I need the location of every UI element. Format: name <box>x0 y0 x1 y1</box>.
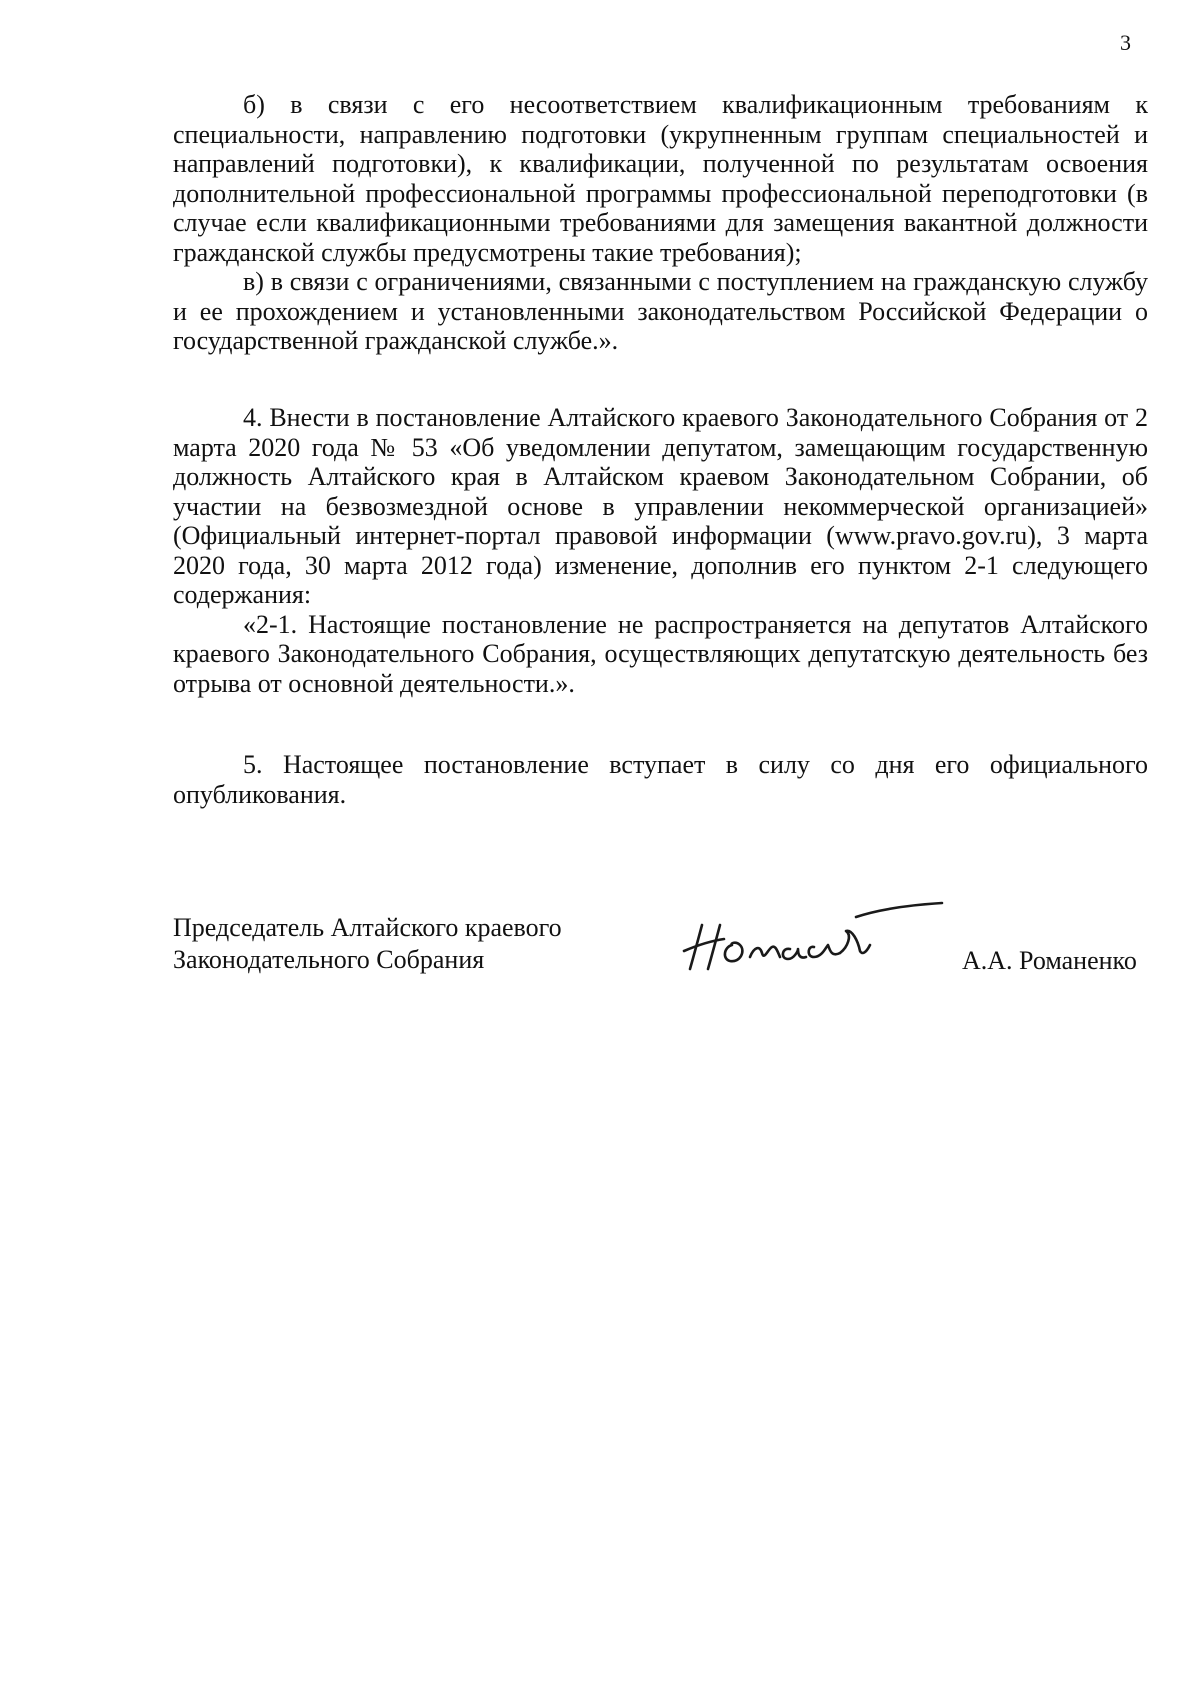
signatory-name: А.А. Романенко <box>962 946 1137 975</box>
paragraph-item-b: б) в связи с его несоответствием квалификационным требованиям к специальности, направлению подготовки (укрупненным группам специальностей и направлений подготовки), к квалификации, полученной по результатам освоения дополнительной профессиональной программы профессиональной переподготовки (в случае если квалификационными требованиями для замещения вакантной должности гражданской службы предусмотрены такие требования); <box>173 90 1148 267</box>
handwritten-signature <box>680 895 950 975</box>
signatory-title <box>173 912 562 976</box>
page-number: 3 <box>1120 30 1131 55</box>
section-5 <box>173 750 1148 809</box>
paragraph-item-v: в) в связи с ограничениями, связанными с поступлением на гражданскую службу и ее прохождением и установленными законодательством Российской Федерации о государственной гражданской службе.». <box>173 267 1148 355</box>
paragraph-item-4-quote: «2-1. Настоящие постановление не распространяется на депутатов Алтайского краевого Законодательного Собрания, осуществляющих депутатскую деятельность без отрыва от основной деятельности.». <box>173 609 1148 698</box>
signatory-title-line-1: Председатель Алтайского краевого <box>173 913 562 942</box>
paragraph-item-5: 5. Настоящее постановление вступает в силу со дня его официального опубликования. <box>173 750 1148 809</box>
signatory-title-line-2: Законодательного Собрания <box>173 945 485 974</box>
section-4 <box>173 403 1148 698</box>
amendment-items-b-v <box>173 90 1148 356</box>
paragraph-item-4: 4. Внести в постановление Алтайского краевого Законодательного Собрания от 2 марта 2020 года № 53 «Об уведомлении депутатом, замещающим государственную должность Алтайского края в Алтайском краевом Законодательном Собрании, об участии на безвозмездной основе в управлении некоммерческой организацией» (Официальный интернет-портал правовой информации (www.pravo.gov.ru), 3 марта 2020 года, 30 марта 2012 года) изменение, дополнив его пунктом 2-1 следующего содержания: <box>173 403 1148 609</box>
